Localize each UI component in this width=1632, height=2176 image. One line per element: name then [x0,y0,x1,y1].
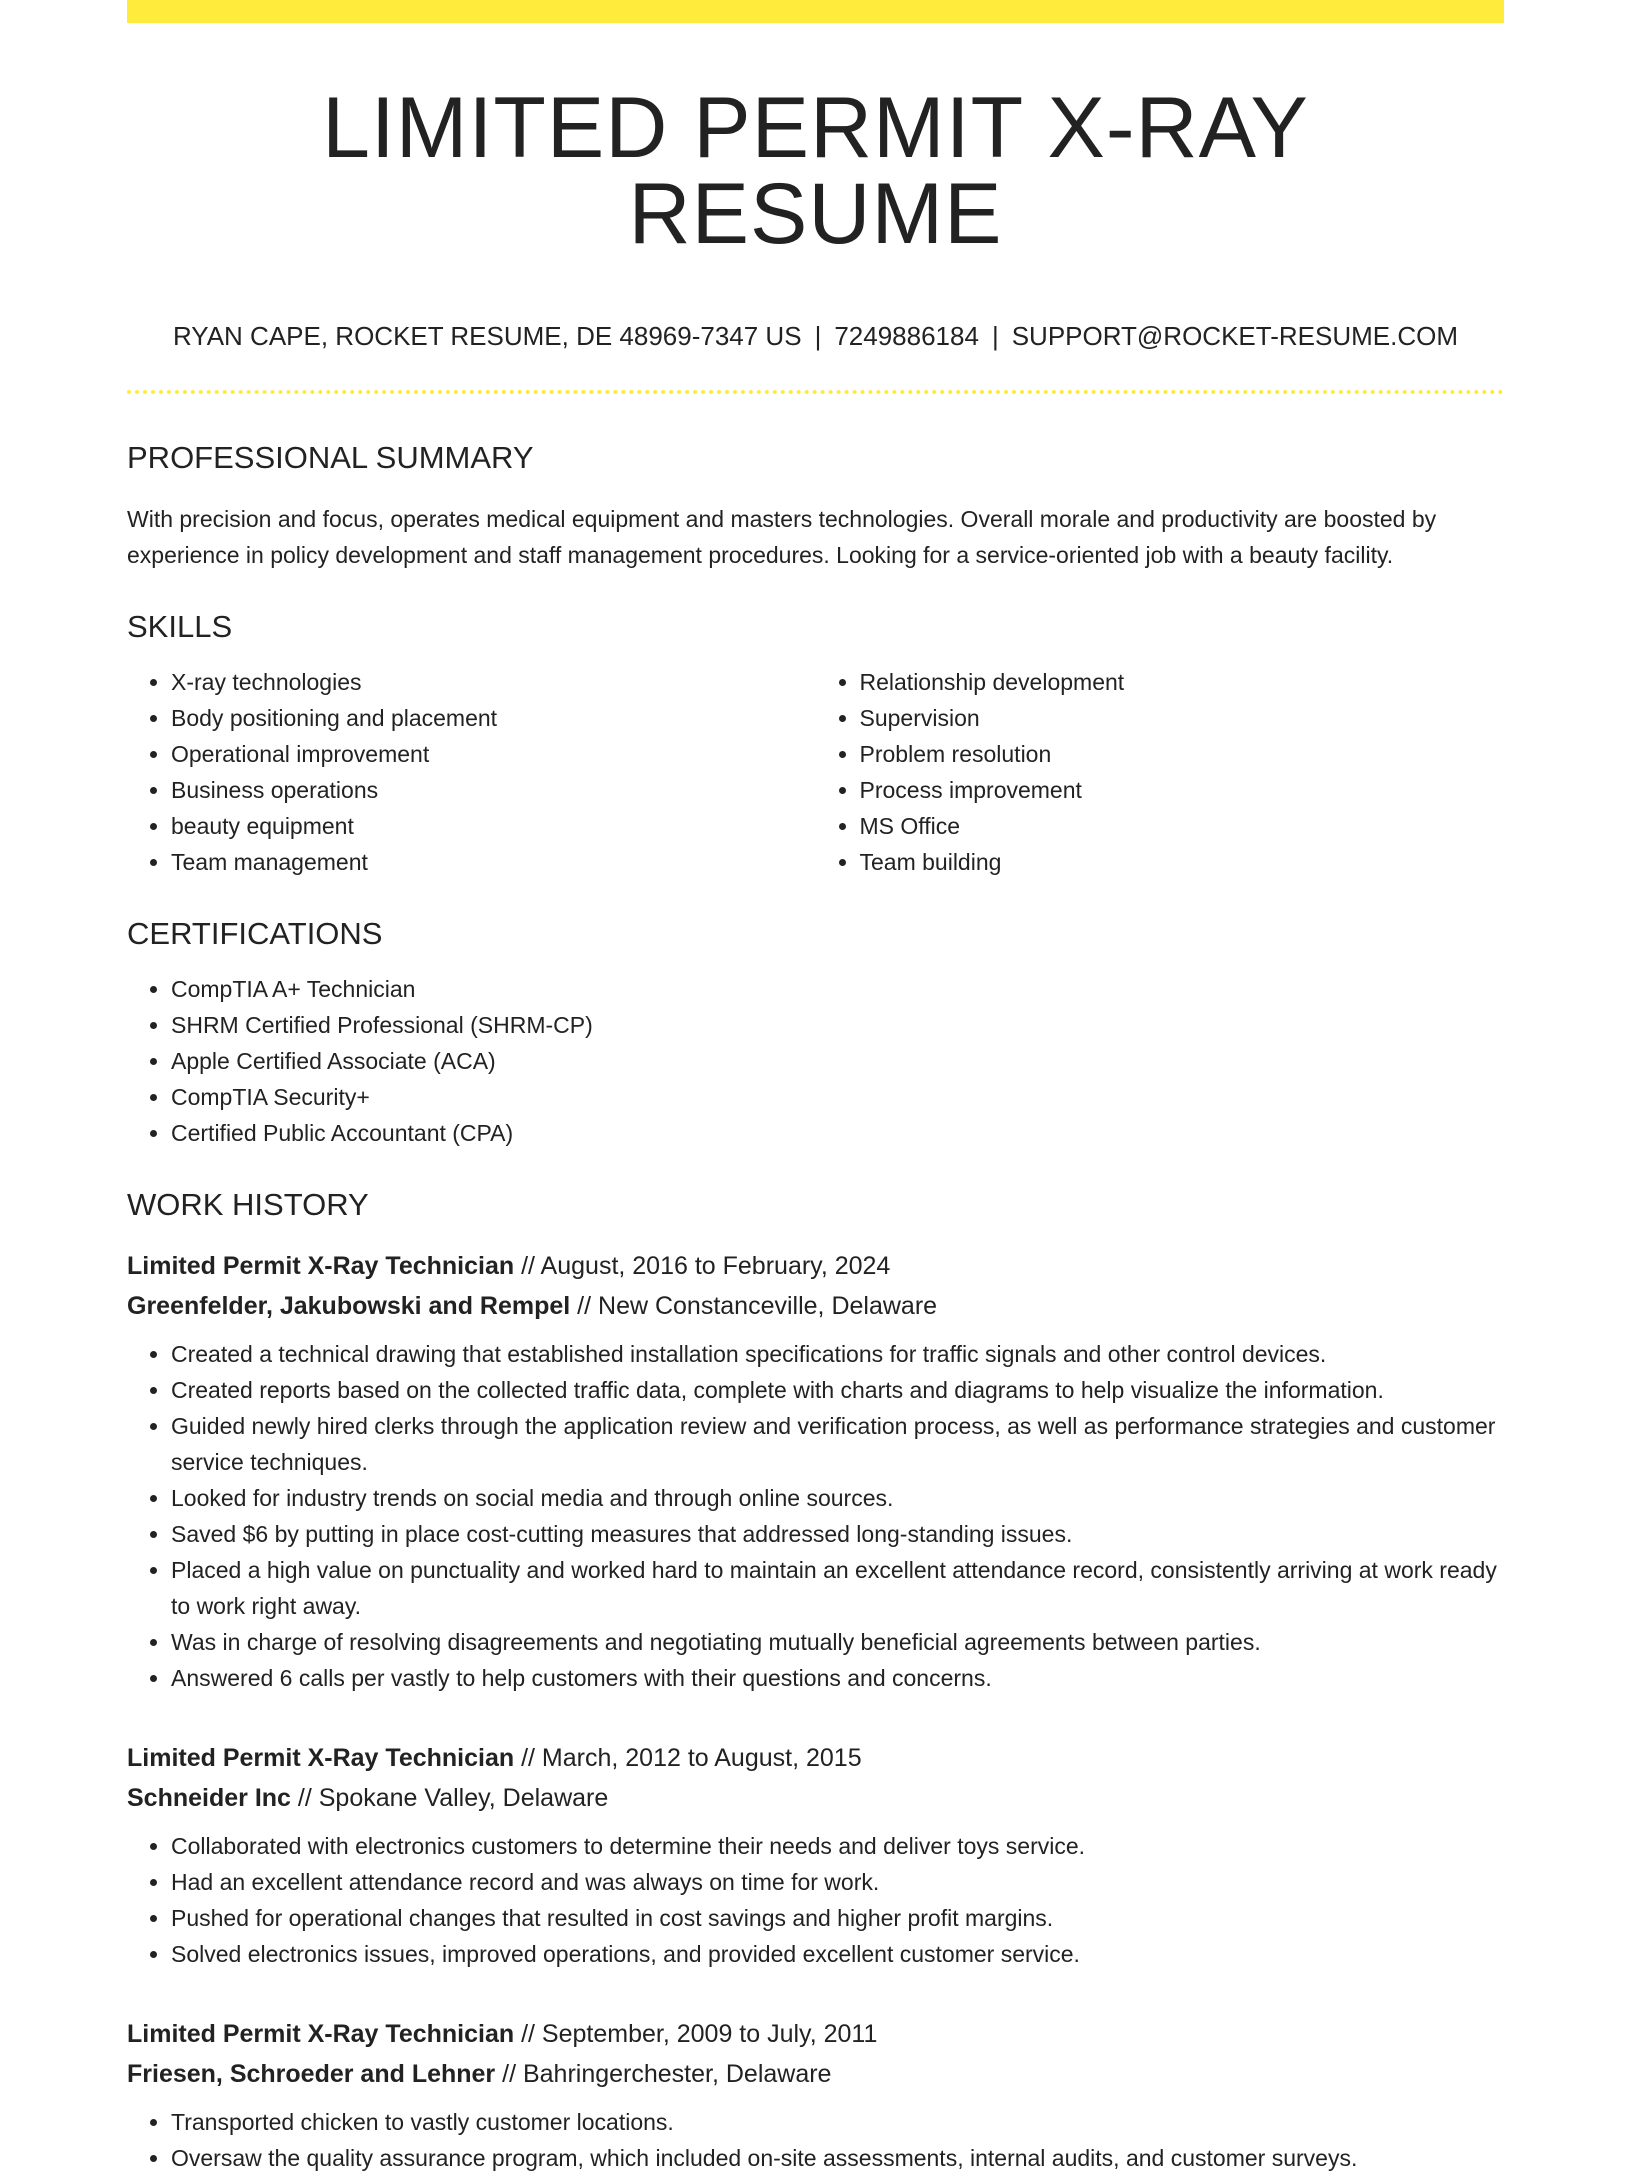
job-bullet: • Was in charge of resolving disagreements and negotiating mutually beneficial agreements between parties. [171,1624,1504,1660]
skill-item: • Relationship development [860,664,1505,700]
job-bullet: • Transported chicken to vastly customer locations. [171,2104,1504,2140]
job-entry [127,1246,1504,1696]
contact-email: SUPPORT@ROCKET-RESUME.COM [1011,321,1458,351]
job-company-line [127,1778,1504,1818]
job-company: Friesen, Schroeder and Lehner [127,2060,496,2088]
job-title-line [127,2014,1504,2054]
contact-address: RYAN CAPE, ROCKET RESUME, DE 48969-7347 US [172,321,802,351]
job-title: Limited Permit X-Ray Technician [127,1252,515,1280]
skills-list-left [127,664,816,880]
work-history-heading: WORK HISTORY [127,1187,369,1222]
certification-item: • SHRM Certified Professional (SHRM-CP) [171,1007,1504,1043]
job-bullet-list [127,1336,1504,1696]
job-entry [127,2014,1504,2176]
job-dates: // September, 2009 to July, 2011 [521,2020,878,2048]
contact-separator: | [814,321,822,351]
certification-item: • CompTIA A+ Technician [171,971,1504,1007]
job-location: // Bahringerchester, Delaware [502,2060,832,2088]
job-title: Limited Permit X-Ray Technician [127,1744,515,1772]
job-bullet: • Had an excellent attendance record and was always on time for work. [171,1864,1504,1900]
skill-item: • beauty equipment [171,808,816,844]
contact-phone: 7249886184 [834,321,979,351]
certification-item: • Certified Public Accountant (CPA) [171,1115,1504,1151]
job-bullet: • Answered 6 calls per vastly to help customers with their questions and concerns. [171,1660,1504,1696]
job-entry [127,1738,1504,1972]
summary-heading: PROFESSIONAL SUMMARY [127,440,534,475]
job-company-line [127,1286,1504,1326]
job-bullet: • Looked for industry trends on social media and through online sources. [171,1480,1504,1516]
contact-line [127,323,1504,349]
skill-item: • X-ray technologies [171,664,816,700]
skill-item: • Body positioning and placement [171,700,816,736]
job-company: Schneider Inc [127,1784,291,1812]
job-bullet: • Guided newly hired clerks through the application review and verification process, as well as performance strategies and customer service techniques. [171,1408,1504,1480]
skill-item: • Process improvement [860,772,1505,808]
resume-title: LIMITED PERMIT X-RAY RESUME [322,80,1309,262]
resume-page [127,0,1504,2176]
job-location: // New Constanceville, Delaware [577,1292,938,1320]
dotted-divider [127,390,1504,394]
job-dates: // August, 2016 to February, 2024 [521,1252,891,1280]
skill-item: • MS Office [860,808,1505,844]
job-bullet: • Solved electronics issues, improved operations, and provided excellent customer service. [171,1936,1504,1972]
top-accent-bar [127,0,1504,23]
job-location: // Spokane Valley, Delaware [297,1784,609,1812]
skill-item: • Supervision [860,700,1505,736]
skills-columns [127,664,1504,880]
job-dates: // March, 2012 to August, 2015 [521,1744,862,1772]
certification-item: • CompTIA Security+ [171,1079,1504,1115]
certification-item: • Apple Certified Associate (ACA) [171,1043,1504,1079]
job-bullet: • Pushed for operational changes that resulted in cost savings and higher profit margins. [171,1900,1504,1936]
skill-item: • Operational improvement [171,736,816,772]
summary-text: With precision and focus, operates medical equipment and masters technologies. Overall morale and productivity are boosted by experience in policy development and staff management procedures. Looking for a service-oriented job with a beauty facility. [127,506,1437,568]
skill-item: • Problem resolution [860,736,1505,772]
job-title-line [127,1738,1504,1778]
skill-item: • Team management [171,844,816,880]
job-title: Limited Permit X-Ray Technician [127,2020,515,2048]
job-bullet: • Saved $6 by putting in place cost-cutting measures that addressed long-standing issues. [171,1516,1504,1552]
job-bullet: • Created reports based on the collected traffic data, complete with charts and diagrams to help visualize the information. [171,1372,1504,1408]
job-company: Greenfelder, Jakubowski and Rempel [127,1292,571,1320]
skill-item: • Team building [860,844,1505,880]
job-bullet-list [127,2104,1504,2176]
job-bullet-list [127,1828,1504,1972]
job-bullet: • Oversaw the quality assurance program, which included on-site assessments, internal audits, and customer surveys. [171,2140,1504,2176]
contact-separator: | [991,321,999,351]
skills-list-right [816,664,1505,880]
skill-item: • Business operations [171,772,816,808]
job-company-line [127,2054,1504,2094]
certifications-heading: CERTIFICATIONS [127,916,383,951]
job-bullet: • Created a technical drawing that established installation specifications for traffic signals and other control devices. [171,1336,1504,1372]
job-bullet: • Placed a high value on punctuality and worked hard to maintain an excellent attendance record, consistently arriving at work ready to work right away. [171,1552,1504,1624]
job-title-line [127,1246,1504,1286]
skills-heading: SKILLS [127,609,233,644]
certifications-list [127,971,1504,1151]
job-bullet: • Collaborated with electronics customers to determine their needs and deliver toys service. [171,1828,1504,1864]
